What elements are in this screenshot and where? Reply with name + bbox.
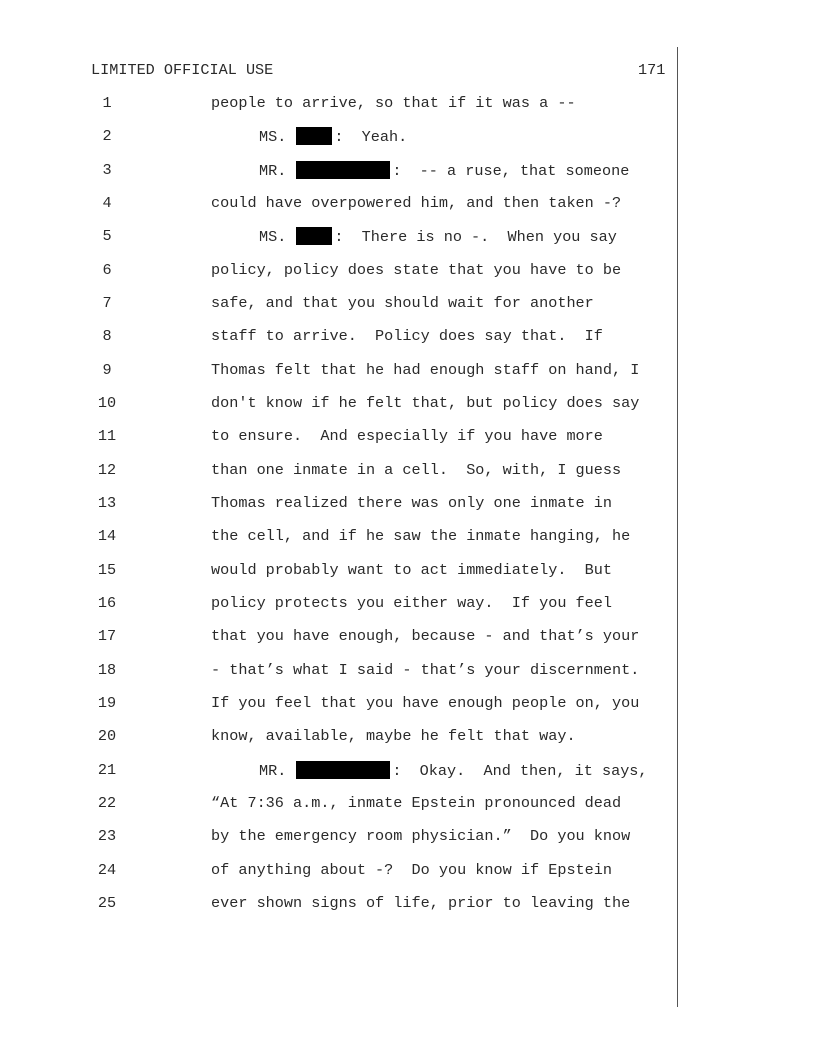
line-number: 14 bbox=[97, 527, 117, 545]
transcript-line bbox=[0, 294, 816, 314]
line-text: Thomas felt that he had enough staff on hand, I bbox=[211, 361, 640, 379]
line-number: 10 bbox=[97, 394, 117, 412]
redacted-name bbox=[296, 161, 390, 179]
transcript-line bbox=[0, 761, 816, 781]
line-text: : Okay. And then, it says, bbox=[392, 762, 648, 780]
speaker-title: MR. bbox=[259, 762, 287, 780]
speaker-title: MR. bbox=[259, 162, 287, 180]
line-number: 15 bbox=[97, 561, 117, 579]
line-text: safe, and that you should wait for another bbox=[211, 294, 594, 312]
line-text: than one inmate in a cell. So, with, I guess bbox=[211, 461, 622, 479]
transcript-line bbox=[0, 94, 816, 114]
line-number: 6 bbox=[102, 261, 112, 279]
line-text: policy, policy does state that you have to be bbox=[211, 261, 622, 279]
transcript-line bbox=[0, 227, 816, 247]
speaker-line bbox=[259, 761, 648, 780]
line-number: 16 bbox=[97, 594, 117, 612]
speaker-title: MS. bbox=[259, 128, 287, 146]
speaker-line bbox=[259, 161, 629, 180]
line-number: 17 bbox=[97, 627, 117, 645]
line-text: staff to arrive. Policy does say that. If bbox=[211, 327, 603, 345]
transcript-line bbox=[0, 494, 816, 514]
line-number: 3 bbox=[102, 161, 112, 179]
transcript-line bbox=[0, 327, 816, 347]
line-text: by the emergency room physician.” Do you know bbox=[211, 827, 631, 845]
line-text: : Yeah. bbox=[334, 128, 408, 146]
line-number: 24 bbox=[97, 861, 117, 879]
transcript-line bbox=[0, 794, 816, 814]
line-number: 8 bbox=[102, 327, 112, 345]
line-text: - that’s what I said - that’s your discernment. bbox=[211, 661, 640, 679]
line-text: would probably want to act immediately. But bbox=[211, 561, 613, 579]
line-number: 1 bbox=[102, 94, 112, 112]
transcript-line bbox=[0, 527, 816, 547]
transcript-line bbox=[0, 694, 816, 714]
line-text: : -- a ruse, that someone bbox=[392, 162, 630, 180]
line-number: 21 bbox=[97, 761, 117, 779]
transcript-line bbox=[0, 861, 816, 881]
speaker-line bbox=[259, 227, 617, 246]
line-text: of anything about -? Do you know if Epstein bbox=[211, 861, 613, 879]
line-number: 18 bbox=[97, 661, 117, 679]
line-text: the cell, and if he saw the inmate hanging, he bbox=[211, 527, 631, 545]
line-text: “At 7:36 a.m., inmate Epstein pronounced dead bbox=[211, 794, 622, 812]
transcript-line bbox=[0, 661, 816, 681]
transcript-line bbox=[0, 461, 816, 481]
line-number: 22 bbox=[97, 794, 117, 812]
line-number: 5 bbox=[102, 227, 112, 245]
line-number: 13 bbox=[97, 494, 117, 512]
speaker-line bbox=[259, 127, 407, 146]
line-number: 23 bbox=[97, 827, 117, 845]
line-text: Thomas realized there was only one inmate in bbox=[211, 494, 613, 512]
line-number: 20 bbox=[97, 727, 117, 745]
transcript-line bbox=[0, 427, 816, 447]
redacted-name bbox=[296, 227, 332, 245]
transcript-line bbox=[0, 627, 816, 647]
transcript-line bbox=[0, 827, 816, 847]
line-text: people to arrive, so that if it was a -- bbox=[211, 94, 576, 112]
transcript-line bbox=[0, 561, 816, 581]
transcript-line bbox=[0, 727, 816, 747]
line-number: 7 bbox=[102, 294, 112, 312]
transcript-line bbox=[0, 127, 816, 147]
line-number: 9 bbox=[102, 361, 112, 379]
page-number: 171 bbox=[638, 61, 666, 79]
transcript-line bbox=[0, 394, 816, 414]
transcript-line bbox=[0, 594, 816, 614]
line-number: 19 bbox=[97, 694, 117, 712]
line-number: 4 bbox=[102, 194, 112, 212]
line-text: don't know if he felt that, but policy does say bbox=[211, 394, 640, 412]
classification-header: LIMITED OFFICIAL USE bbox=[91, 61, 274, 79]
transcript-line bbox=[0, 161, 816, 181]
line-text: : There is no -. When you say bbox=[334, 228, 617, 246]
speaker-title: MS. bbox=[259, 228, 287, 246]
line-text: If you feel that you have enough people on, you bbox=[211, 694, 640, 712]
transcript-line bbox=[0, 194, 816, 214]
line-number: 11 bbox=[97, 427, 117, 445]
line-number: 2 bbox=[102, 127, 112, 145]
line-text: to ensure. And especially if you have more bbox=[211, 427, 603, 445]
line-text: that you have enough, because - and that’s your bbox=[211, 627, 640, 645]
transcript-line bbox=[0, 361, 816, 381]
redacted-name bbox=[296, 761, 390, 779]
line-text: ever shown signs of life, prior to leaving the bbox=[211, 894, 631, 912]
line-number: 25 bbox=[97, 894, 117, 912]
line-number: 12 bbox=[97, 461, 117, 479]
line-text: could have overpowered him, and then taken -? bbox=[211, 194, 622, 212]
line-text: policy protects you either way. If you feel bbox=[211, 594, 613, 612]
transcript-line bbox=[0, 894, 816, 914]
line-text: know, available, maybe he felt that way. bbox=[211, 727, 576, 745]
transcript-line bbox=[0, 261, 816, 281]
redacted-name bbox=[296, 127, 332, 145]
